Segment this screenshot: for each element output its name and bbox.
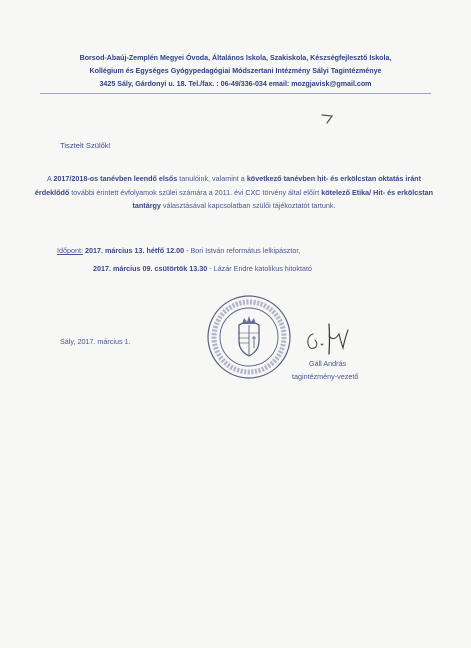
greeting: Tisztelt Szülők! — [60, 141, 111, 150]
body-text-3: további érintett évfolyamok szülei számára a 2011. évi CXC törvény által előírt — [69, 187, 322, 197]
body-text-1: A — [47, 174, 54, 183]
letterhead-line-3: 3425 Sály, Gárdonyi u. 18. Tel./fax. : 06-49/336-034 email: mozgjavisk@gmail.com — [99, 80, 372, 88]
appointment-label: Időpont: — [57, 246, 83, 255]
letterhead-line-2: Kollégium és Egységes Gyógypedagógiai Módszertani Intézmény Sályi Tagintézménye — [89, 67, 382, 75]
letterhead-divider — [40, 93, 431, 94]
body-text-2: tanulóink, valamint a — [177, 174, 247, 183]
signer-title: tagintézmény-vezető — [292, 372, 359, 381]
appointment-2-presenter: - Lázár Endre katolikus hitoktató — [207, 264, 312, 273]
appointment-2-time: 2017. március 09. csütörtök 13.30 — [93, 264, 208, 273]
signer-block — [292, 357, 358, 383]
appointment-2 — [93, 262, 312, 275]
body-emphasis-3: kötelező Etika/ Hit- és erkölcstan tantárgy — [132, 187, 434, 211]
appointment-1-time: 2017. március 13. hétfő 12.00 — [82, 246, 185, 255]
letterhead-line-1: Borsod-Abaúj-Zemplén Megyei Óvoda, Általános Iskola, Szakiskola, Készségfejlesztő Iskola, — [79, 54, 392, 62]
signer-name: Gáll András — [309, 359, 347, 368]
body-text-4: választásával kapcsolatban szülői tájékoztatót tartunk. — [160, 201, 336, 211]
official-stamp-image — [206, 294, 292, 380]
letterhead — [20, 52, 451, 91]
body-emphasis-1: 2017/2018-os tanévben leendő elsős — [53, 174, 178, 183]
body-paragraph — [34, 172, 434, 213]
appointment-1 — [57, 244, 300, 257]
pen-mark — [320, 112, 336, 126]
date-place: Sály, 2017. március 1. — [60, 337, 131, 346]
appointment-1-presenter: - Bori István református lelkipásztor, — [184, 246, 301, 255]
body-emphasis-2: következő tanévben hit- és erkölcstan oktatás iránt érdeklődő — [34, 174, 421, 197]
signature-image — [303, 318, 355, 360]
